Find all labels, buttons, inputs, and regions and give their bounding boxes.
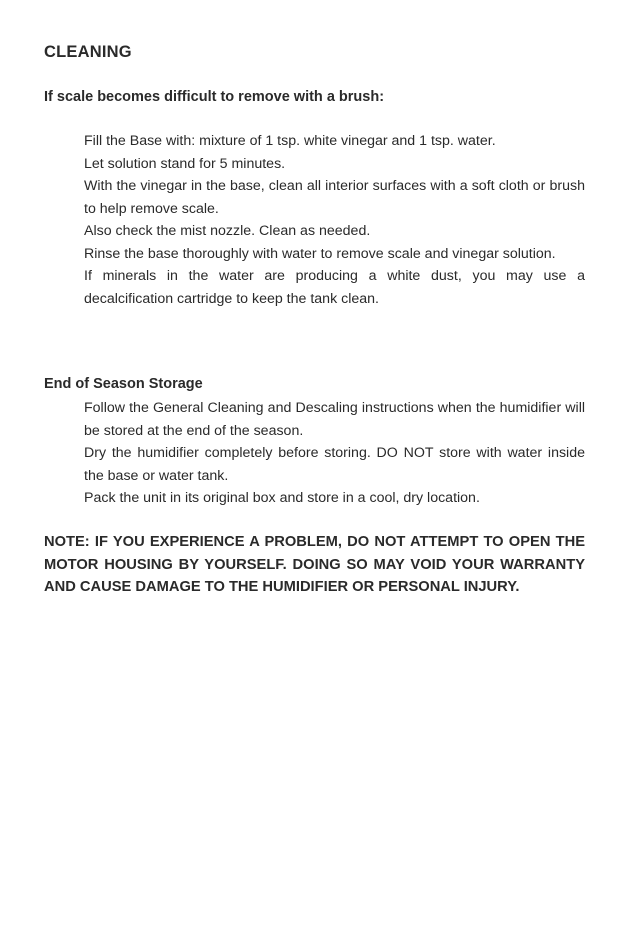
list-item: Rinse the base thoroughly with water to remove scale and vinegar solution. [84,245,556,262]
list-item: With the vinegar in the base, clean all interior surfaces with a soft cloth or brush to help remove scale. [84,178,585,217]
storage-heading: End of Season Storage [44,376,203,392]
list-item: Dry the humidifier completely before storing. DO NOT store with water inside the base or water tank. [84,445,585,484]
list-item: Follow the General Cleaning and Descaling instructions when the humidifier will be stored at the end of the season. [84,400,585,439]
list-item: Fill the Base with: mixture of 1 tsp. white vinegar and 1 tsp. water. [84,133,496,149]
warning-note: NOTE: IF YOU EXPERIENCE A PROBLEM, DO NOT ATTEMPT TO OPEN THE MOTOR HOUSING BY YOURSELF. DOING SO MAY VOID YOUR WARRANTY AND CAUSE DAMAGE TO THE HUMIDIFIER OR PERSONAL INJURY. [44,534,585,595]
list-item: If minerals in the water are producing a white dust, you may use a decalcification cartridge to keep the tank clean. [84,268,585,307]
storage-steps-list [84,397,585,510]
list-item: Pack the unit in its original box and store in a cool, dry location. [84,490,480,506]
section-title: CLEANING [44,43,132,61]
list-item: Let solution stand for 5 minutes. [84,155,286,172]
cleaning-subheading: If scale becomes difficult to remove with a brush: [44,89,385,105]
cleaning-steps-list [84,130,585,310]
list-item: Also check the mist nozzle. Clean as needed. [84,223,371,239]
